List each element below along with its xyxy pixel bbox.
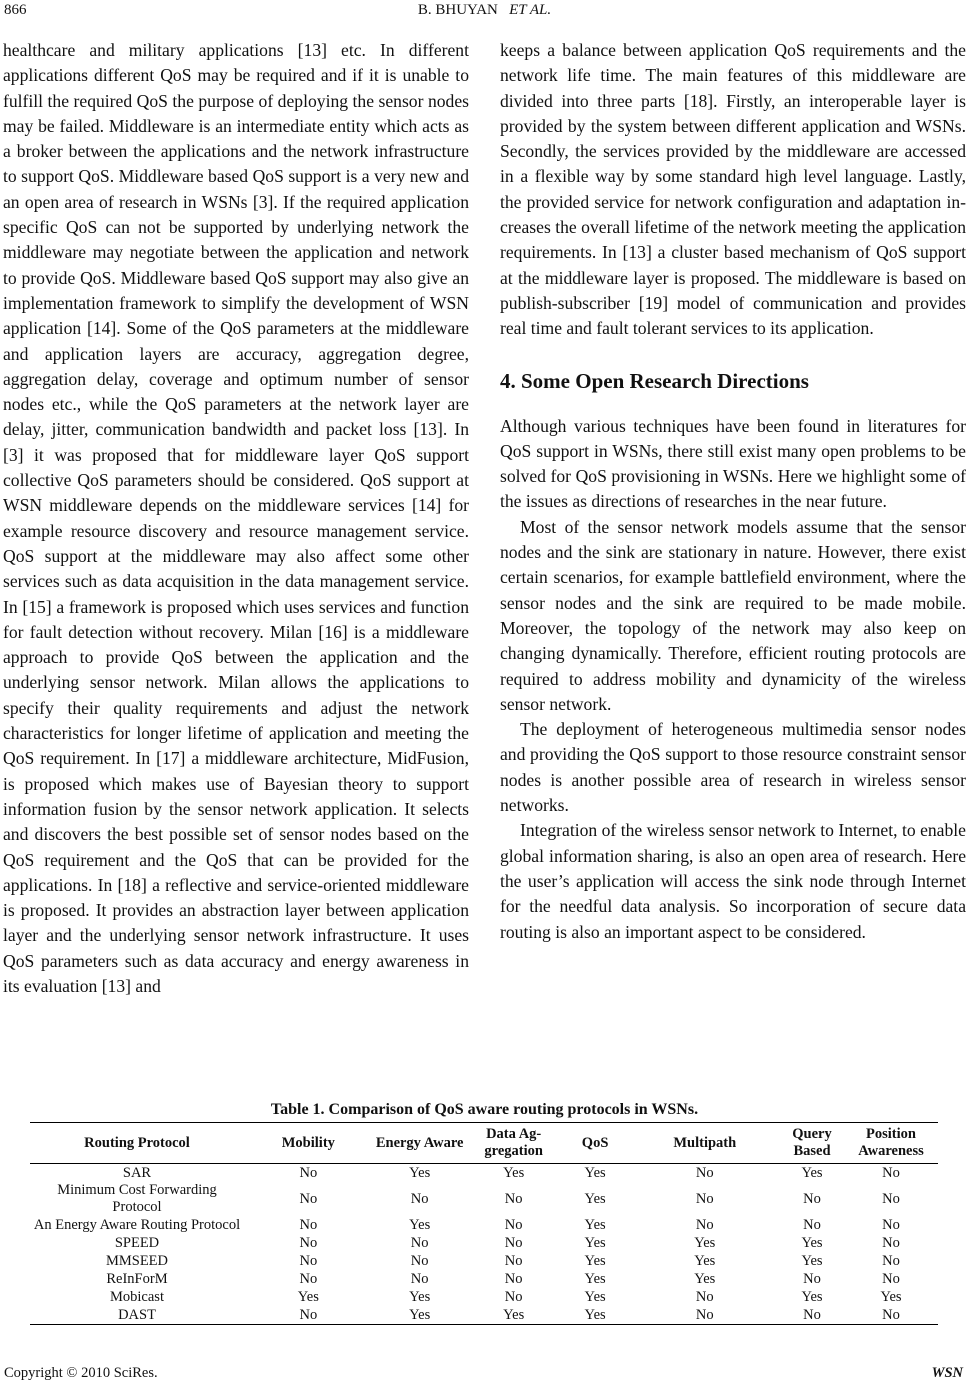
cell-mobility: No xyxy=(299,1252,318,1269)
cell-qos: Yes xyxy=(584,1190,606,1207)
right-paragraph-3: Most of the sensor network models assume that the sensor nodes and the sink are stationary in nature. However, there exist certain scenarios, for example battlefield environment, where the sensor nodes and the sink are required to be made mobile. Moreover, the topology of the network may also keep on changing dynamically. Therefore, efficient routing protocols are required to address mobility and dynamicity of the wireless sensor network. xyxy=(500,516,966,714)
cell-query-based: No xyxy=(803,1216,821,1233)
right-column xyxy=(500,38,966,945)
running-header xyxy=(0,2,969,19)
header-query-based: Query Based xyxy=(780,1123,844,1164)
cell-data-aggregation: No xyxy=(504,1190,523,1207)
table-header-row xyxy=(30,1123,938,1164)
table-row xyxy=(30,1182,938,1216)
left-column-paragraph: healthcare and military applications [13] etc. In different applications different QoS may be required and if it is unable to fulfill the required QoS the purpose of deploying the sensor nodes may be failed. Middleware is an intermediate entity which acts as a broker between the applications and the network infrastructure to support QoS. Middleware based QoS support is a very new and an open area of research in WSNs [3]. If the required application specific QoS can not be supported by underlying network the middleware may negotiate between the application and network to provide QoS. Middleware based QoS support may also give an implementation framework to simplify the development of WSN application [14]. Some of the QoS parameters at the middleware and application layers are accuracy, aggregation degree, aggregation delay, coverage and optimum number of sensor nodes etc., while the QoS parameters at the network layer are delay, jitter, communication bandwidth and packet loss [13]. In [3] it was proposed that for middleware layer QoS support collective QoS parameters should be considered. QoS support at WSN middleware depends on the middleware services [14] for example resource discovery and resource management service. QoS support at the middleware may also affect some other services such as data acquisition in the data management service. In [15] a framework is proposed which uses services and function for fault detection without recovery. Milan [16] is a middleware approach to provide QoS between the application and the underlying sensor network. Milan allows the applications to specify their quality requirements and adjust the network characteristics for longer lifetime of application and meeting the QoS requirement. In [17] a middleware architecture, MidFusion, is proposed which makes use of Bayesian theory to support information fusion by the sensor network application. It selects and discovers the best possible set of sensor nodes based on the QoS requirement and the QoS that can be provided for the applications. In [18] a reflective and service-oriented middleware is proposed. It provides an abstraction layer between application layer and the underlying sensor network infrastructure. It uses QoS parameters such as data accuracy and energy awareness in its evaluation [13] and xyxy=(3,40,469,996)
cell-query-based: Yes xyxy=(801,1252,823,1269)
cell-protocol: Mobicast xyxy=(110,1288,164,1305)
right-paragraph-2: Although various techniques have been found in literatures for QoS support in WSNs, there still exist many open problems to be solved for QoS provisioning in WSNs. Here we highlight some of the issues as directions of researches in the near future. xyxy=(500,415,966,512)
header-mobility: Mobility xyxy=(244,1123,373,1164)
cell-position-awareness: No xyxy=(882,1216,900,1233)
cell-data-aggregation: Yes xyxy=(503,1164,525,1181)
right-paragraph-4: The deployment of heterogeneous multimedia sensor nodes and providing the QoS support to those resource constraint sensor nodes is another possible area of research in wireless sensor networks. xyxy=(500,719,966,816)
cell-query-based: Yes xyxy=(801,1234,823,1251)
cell-query-based: Yes xyxy=(801,1288,823,1305)
cell-multipath: Yes xyxy=(694,1252,716,1269)
cell-qos: Yes xyxy=(584,1216,606,1233)
cell-multipath: No xyxy=(630,1306,780,1325)
cell-protocol: MMSEED xyxy=(105,1252,169,1269)
cell-position-awareness: No xyxy=(844,1306,938,1325)
cell-multipath: Yes xyxy=(694,1270,716,1287)
cell-protocol: DAST xyxy=(30,1306,244,1325)
table-row xyxy=(30,1164,938,1183)
cell-qos: Yes xyxy=(584,1252,606,1269)
cell-mobility: No xyxy=(299,1190,318,1207)
cell-position-awareness: No xyxy=(882,1190,900,1207)
cell-position-awareness: No xyxy=(882,1164,900,1181)
cell-query-based: No xyxy=(780,1306,844,1325)
header-energy-aware: Energy Aware xyxy=(373,1123,467,1164)
table-body xyxy=(30,1164,938,1325)
cell-data-aggregation: No xyxy=(504,1270,523,1287)
header-position-awareness: Position Awareness xyxy=(844,1123,938,1164)
cell-qos: Yes xyxy=(584,1234,606,1251)
cell-energy-aware: No xyxy=(410,1270,429,1287)
cell-qos: Yes xyxy=(584,1288,606,1305)
right-paragraph-5: Integration of the wireless sensor network to Internet, to enable global information sharing, is also an open area of research. Here the user’s application will access the sink node through Internet for the needful data analysis. So incorporation of secure data routing is also an important aspect to be considered. xyxy=(500,820,966,942)
cell-query-based: No xyxy=(803,1270,821,1287)
cell-protocol: An Energy Aware Routing Protocol xyxy=(33,1216,241,1233)
left-column xyxy=(3,38,469,999)
cell-multipath: No xyxy=(695,1164,714,1181)
cell-mobility: No xyxy=(244,1306,373,1325)
footer-copyright: Copyright © 2010 SciRes. xyxy=(4,1365,158,1381)
table-row xyxy=(30,1306,938,1325)
header-qos: QoS xyxy=(561,1123,630,1164)
cell-qos: Yes xyxy=(584,1270,606,1287)
cell-position-awareness: No xyxy=(882,1270,900,1287)
right-paragraph-1: keeps a balance between application QoS requirements and the network life time. The main features of this middleware are divided into three parts [18]. Firstly, an interoperable layer is provided by the system between different application and WSNs. Secondly, the services provided by the middleware are accessed in a flexible way by some standard high level language. Lastly, the provided service for network configuration and adaptation increases the overall lifetime of the network meeting the application requirements. In [13] a cluster based mechanism of QoS support at the middleware layer is proposed. The middleware is based on publish-subscriber [19] model of communication and provides real time and fault tolerant services to its application. xyxy=(500,40,966,339)
cell-mobility: Yes xyxy=(297,1288,319,1305)
cell-mobility: No xyxy=(299,1216,318,1233)
cell-protocol: SPEED xyxy=(114,1234,160,1251)
cell-qos: Yes xyxy=(584,1164,606,1181)
cell-protocol: ReInForM xyxy=(106,1270,168,1287)
cell-data-aggregation: No xyxy=(504,1252,523,1269)
cell-multipath: No xyxy=(695,1288,714,1305)
table-row xyxy=(30,1288,938,1306)
cell-data-aggregation: No xyxy=(504,1288,523,1305)
cell-mobility: No xyxy=(299,1164,318,1181)
table-row xyxy=(30,1234,938,1252)
cell-data-aggregation: No xyxy=(504,1216,523,1233)
cell-query-based: No xyxy=(803,1190,821,1207)
cell-query-based: Yes xyxy=(801,1164,823,1181)
cell-energy-aware: No xyxy=(410,1190,429,1207)
section-heading: 4. Some Open Research Directions xyxy=(500,368,809,393)
cell-energy-aware: Yes xyxy=(373,1306,467,1325)
page-number: 866 xyxy=(4,2,27,18)
cell-energy-aware: No xyxy=(410,1252,429,1269)
cell-multipath: No xyxy=(695,1216,714,1233)
header-data-aggregation: Data Ag-gregation xyxy=(467,1123,561,1164)
cell-multipath: No xyxy=(695,1190,714,1207)
table-row xyxy=(30,1270,938,1288)
cell-multipath: Yes xyxy=(694,1234,716,1251)
table-caption: Table 1. Comparison of QoS aware routing protocols in WSNs. xyxy=(270,1101,699,1118)
cell-position-awareness: No xyxy=(882,1252,900,1269)
table-row xyxy=(30,1252,938,1270)
cell-data-aggregation: No xyxy=(504,1234,523,1251)
table-row xyxy=(30,1216,938,1234)
cell-data-aggregation: Yes xyxy=(467,1306,561,1325)
running-header-etal: ET AL. xyxy=(509,2,552,18)
cell-protocol: Minimum Cost Forwarding Protocol xyxy=(57,1182,217,1215)
cell-energy-aware: Yes xyxy=(409,1216,431,1233)
cell-mobility: No xyxy=(299,1234,318,1251)
cell-qos: Yes xyxy=(561,1306,630,1325)
cell-energy-aware: Yes xyxy=(409,1288,431,1305)
cell-energy-aware: No xyxy=(410,1234,429,1251)
cell-mobility: No xyxy=(299,1270,318,1287)
cell-position-awareness: No xyxy=(882,1234,900,1251)
footer-journal: WSN xyxy=(931,1365,963,1381)
cell-protocol: SAR xyxy=(122,1164,152,1181)
running-header-authors: B. BHUYAN xyxy=(417,2,498,18)
header-routing-protocol: Routing Protocol xyxy=(30,1123,244,1164)
header-multipath: Multipath xyxy=(630,1123,780,1164)
cell-energy-aware: Yes xyxy=(409,1164,431,1181)
qos-routing-table xyxy=(30,1122,938,1325)
cell-position-awareness: Yes xyxy=(880,1288,902,1305)
